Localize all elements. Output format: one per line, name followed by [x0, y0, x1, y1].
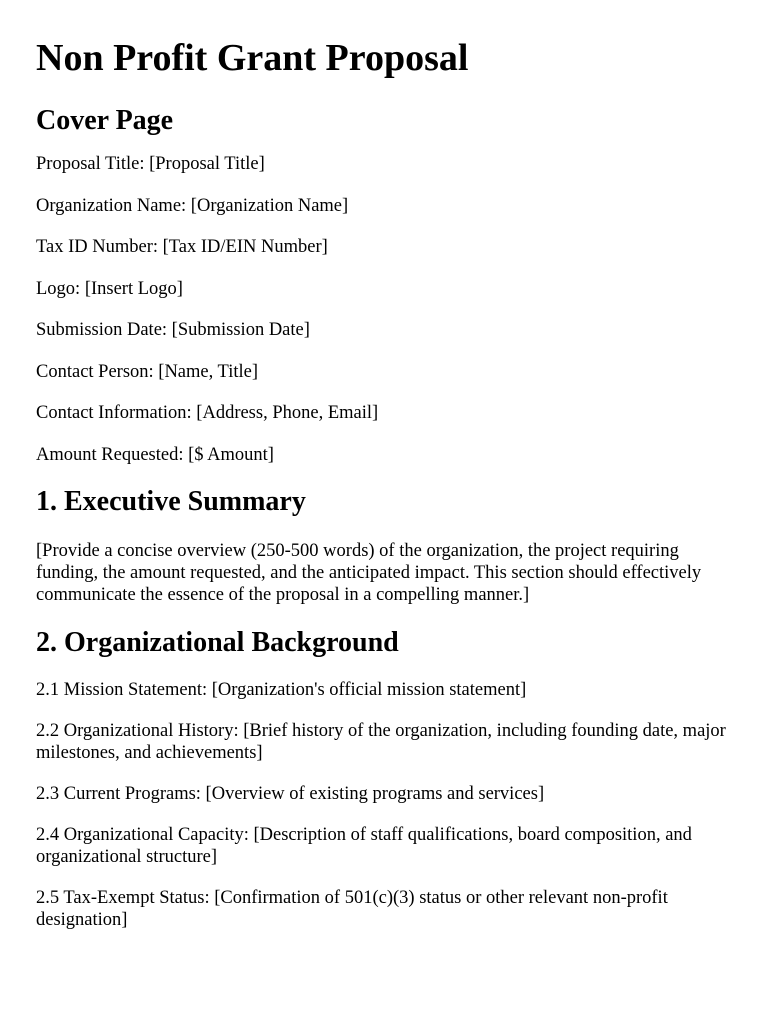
cover-page-fields	[36, 153, 734, 466]
field-proposal-title: Proposal Title: [Proposal Title]	[36, 154, 265, 174]
field-logo: Logo: [Insert Logo]	[36, 278, 183, 299]
field-tax-id-number: Tax ID Number: [Tax ID/EIN Number]	[36, 237, 328, 257]
field-amount-requested: Amount Requested: [$ Amount]	[36, 444, 274, 465]
field-submission-date: Submission Date: [Submission Date]	[36, 320, 310, 340]
executive-summary-body: [Provide a concise overview (250-500 words) of the organization, the project requiring funding, the amount requested, and the anticipated impact. This section should effectively communicate the essence of the proposal in a compelling manner.]	[36, 541, 702, 605]
section-heading-cover-page: Cover Page	[36, 105, 174, 136]
field-contact-information: Contact Information: [Address, Phone, Email]	[36, 403, 379, 423]
field-contact-person: Contact Person: [Name, Title]	[36, 361, 258, 382]
item-organizational-capacity: 2.4 Organizational Capacity: [Description of staff qualifications, board composition, and organizational structure]	[36, 825, 692, 867]
item-current-programs: 2.3 Current Programs: [Overview of existing programs and services]	[36, 784, 545, 804]
document-title: Non Profit Grant Proposal	[36, 37, 469, 79]
organizational-background-items	[36, 679, 734, 931]
item-organizational-history: 2.2 Organizational History: [Brief history of the organization, including founding date, major milestones, and achievements]	[36, 721, 726, 763]
item-tax-exempt-status: 2.5 Tax-Exempt Status: [Confirmation of 501(c)(3) status or other relevant non-profit designation]	[36, 888, 668, 930]
item-mission-statement: 2.1 Mission Statement: [Organization's official mission statement]	[36, 680, 527, 700]
section-heading-executive-summary: 1. Executive Summary	[36, 486, 306, 517]
section-heading-organizational-background: 2. Organizational Background	[36, 627, 399, 658]
field-organization-name: Organization Name: [Organization Name]	[36, 195, 349, 216]
